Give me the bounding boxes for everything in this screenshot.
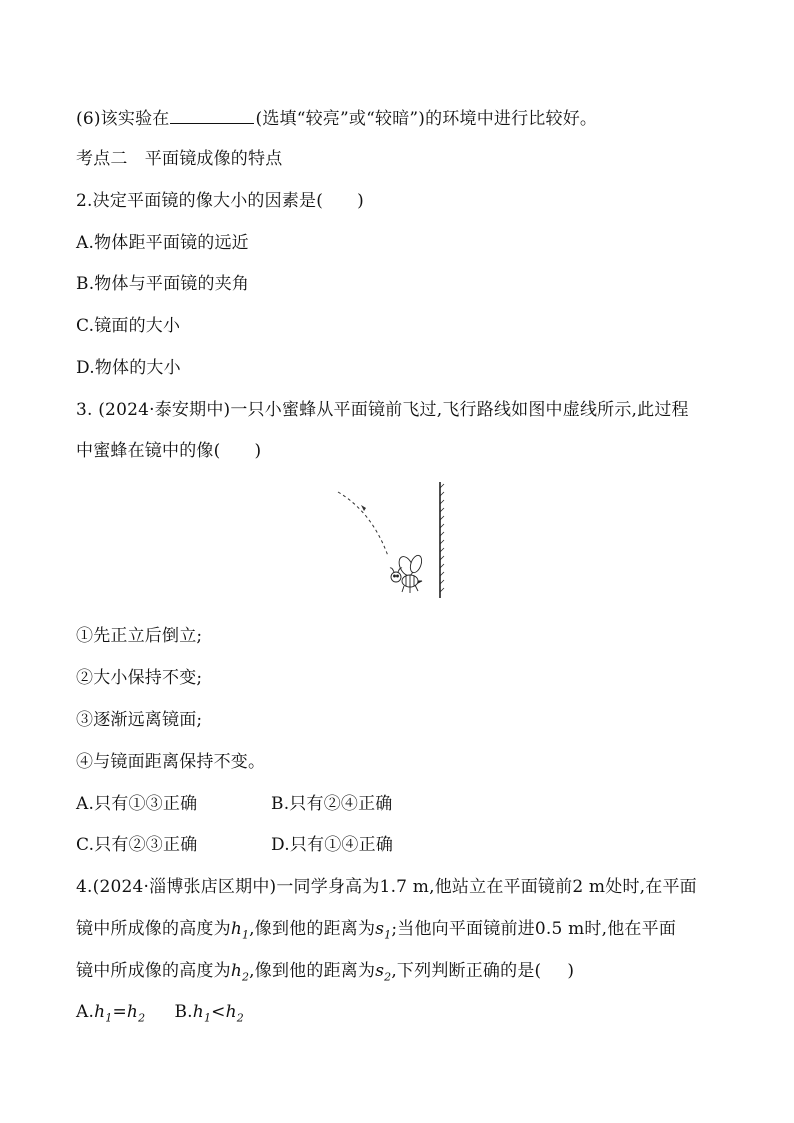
q3-option-c: C.只有②③正确 <box>76 835 198 855</box>
q3-stem-line1: 3. (2024·泰安期中)一只小蜜蜂从平面镜前飞过,飞行路线如图中虚线所示,此过程 <box>76 400 689 420</box>
var-s2: $s_2$ <box>375 961 392 984</box>
q3-option-a: A.只有①③正确 <box>76 794 198 814</box>
var-s1: $s_1$ <box>375 919 392 942</box>
q4-stem-line3 <box>76 960 574 982</box>
q1-part6-suffix: (选填“较亮”或“较暗”)的环境中进行比较好。 <box>255 109 598 129</box>
q4-line3-text-a: 镜中所成像的高度为 <box>76 961 231 981</box>
q2-stem <box>76 190 364 212</box>
bee-icon <box>390 554 424 593</box>
q4-line3-text-c: ,下列判断正确的是( <box>391 961 542 981</box>
q3-statement-1: ①先正立后倒立; <box>76 626 203 646</box>
q4-line2-text-b: ,像到他的距离为 <box>249 919 376 939</box>
q3-statement-3: ③逐渐远离镜面; <box>76 710 203 730</box>
q4-stem-line1: 4.(2024·淄博张店区期中)一同学身高为1.7 m,他站立在平面镜前2 m处时,在平面 <box>76 877 697 897</box>
section-heading: 考点二 平面镜成像的特点 <box>76 149 283 169</box>
q2-option-d: D.物体的大小 <box>76 358 181 378</box>
q3-statement-2: ②大小保持不变; <box>76 668 203 688</box>
q3-statement-4: ④与镜面距离保持不变。 <box>76 752 266 772</box>
q4-option-b: $B.h_1<h_2$ <box>174 1002 244 1025</box>
q2-option-a: A.物体距平面镜的远近 <box>76 233 249 253</box>
bee-mirror-figure <box>330 478 460 603</box>
flight-arrow <box>361 505 366 511</box>
q3-option-d: D.只有①④正确 <box>271 835 394 855</box>
q1-part6-prefix: (6)该实验在 <box>76 109 170 129</box>
q2-stem-close: ) <box>357 191 364 211</box>
var-h2: $h_2$ <box>230 961 250 984</box>
q3-options-row1 <box>76 793 393 815</box>
q3-stem-close: ) <box>254 441 262 461</box>
q2-option-b: B.物体与平面镜的夹角 <box>76 274 250 294</box>
q4-options-row1 <box>76 1001 244 1023</box>
q4-line3-text-b: ,像到他的距离为 <box>249 961 376 981</box>
flight-path <box>338 492 388 556</box>
var-h1: $h_1$ <box>230 919 250 942</box>
q3-stem-line2-text: 中蜜蜂在镜中的像( <box>76 441 221 461</box>
q3-options-row2 <box>76 834 394 856</box>
q4-line2-text-c: ;当他向平面镜前进0.5 m时,他在平面 <box>391 919 677 939</box>
q1-part6-line <box>76 106 597 130</box>
q2-option-c: C.镜面的大小 <box>76 316 181 336</box>
q4-stem-line2 <box>76 918 676 940</box>
q3-option-b: B.只有②④正确 <box>271 794 393 814</box>
answer-blank[interactable] <box>170 106 254 124</box>
q2-stem-text: 2.决定平面镜的像大小的因素是( <box>76 191 324 211</box>
q4-stem-close: ) <box>567 961 575 981</box>
q4-option-a: $A.h_1=h_2$ <box>76 1002 146 1025</box>
bee-mirror-diagram <box>330 478 460 603</box>
q4-line2-text-a: 镜中所成像的高度为 <box>76 919 231 939</box>
q3-stem-line2 <box>76 440 261 462</box>
